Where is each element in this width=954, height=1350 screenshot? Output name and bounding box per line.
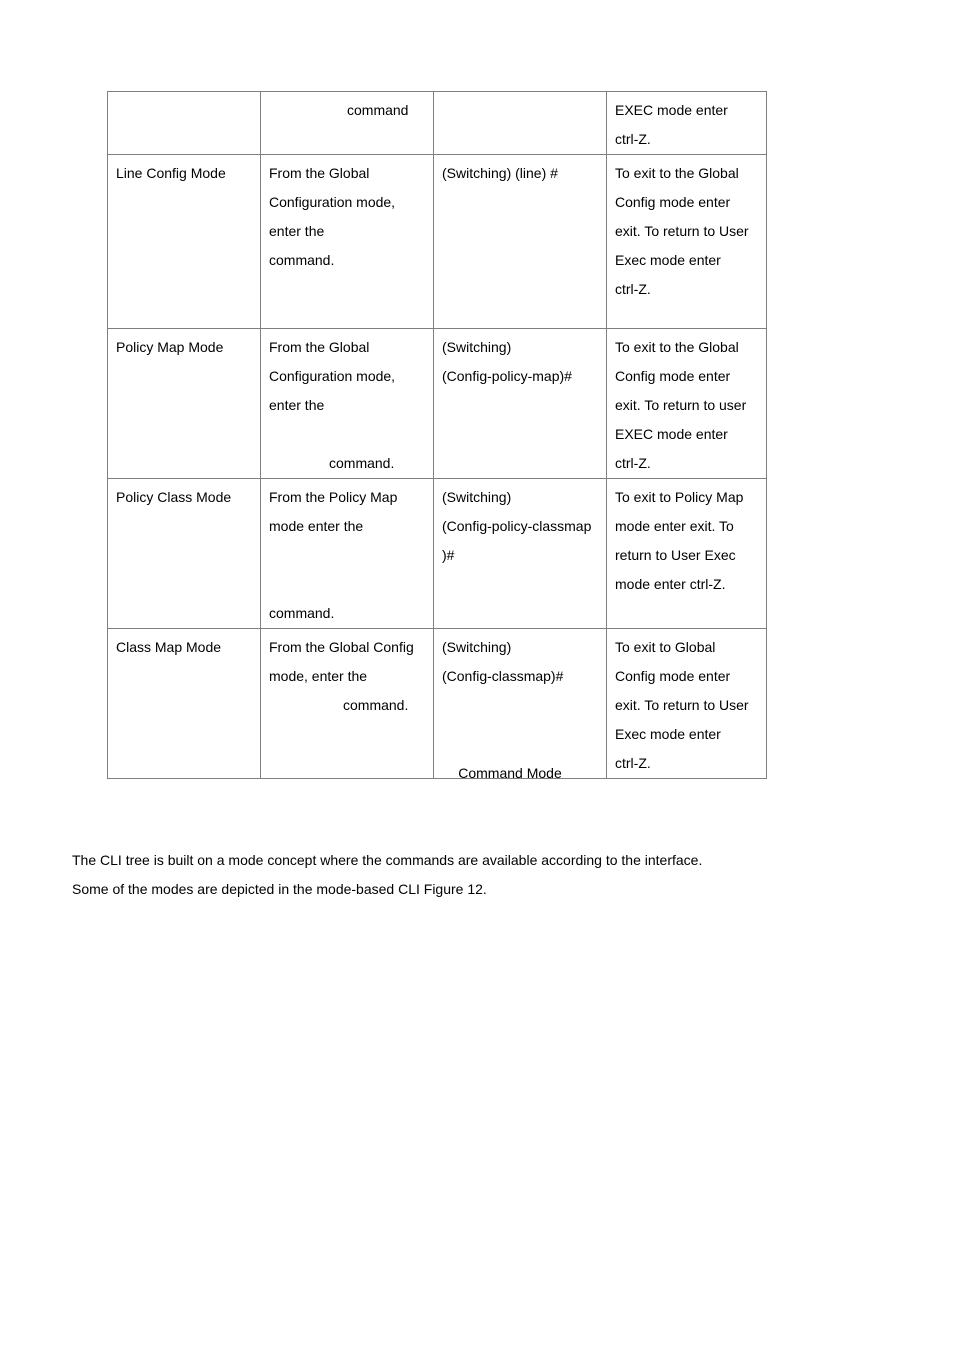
mode-cell	[108, 155, 261, 329]
prompt-cell	[434, 479, 607, 629]
cell-line: Line Config Mode	[116, 165, 226, 181]
cell-line: exit. To return to user	[615, 397, 747, 413]
mode-cell	[108, 329, 261, 479]
cell-line: Policy Class Mode	[116, 489, 232, 505]
prompt-cell	[434, 92, 607, 155]
cell-line: command.	[269, 252, 335, 268]
exit-cell	[607, 155, 767, 329]
cell-line: EXEC mode enter	[615, 102, 728, 118]
body-paragraph-line: The CLI tree is built on a mode concept where the commands are available according to the interface.	[72, 852, 703, 868]
cell-line: exit. To return to User	[615, 697, 749, 713]
command-mode-table	[107, 91, 767, 779]
cell-line: Configuration mode,	[269, 194, 396, 210]
cell-spacer	[269, 570, 425, 599]
access-cell	[261, 479, 434, 629]
cell-line: return to User Exec	[615, 547, 736, 563]
cell-spacer	[269, 541, 425, 570]
access-cell	[261, 92, 434, 155]
cell-line: (Switching)	[442, 339, 512, 355]
cell-line: mode enter the	[269, 518, 364, 534]
cell-line: mode enter ctrl-Z.	[615, 576, 726, 592]
cell-line: command.	[329, 455, 395, 471]
cell-line: To exit to the Global	[615, 165, 739, 181]
cell-line: Configuration mode,	[269, 368, 396, 384]
cell-line: (Config-classmap)#	[442, 668, 564, 684]
cell-line: (Switching) (line) #	[442, 165, 558, 181]
cell-line: exit. To return to User	[615, 223, 749, 239]
cell-line: command.	[269, 605, 335, 621]
exit-cell	[607, 329, 767, 479]
cell-line: ctrl-Z.	[615, 755, 651, 771]
cell-line: enter the	[269, 397, 325, 413]
mode-cell	[108, 629, 261, 779]
access-cell	[261, 155, 434, 329]
cell-line: From the Global Config	[269, 639, 414, 655]
prompt-cell	[434, 155, 607, 329]
table-row	[108, 92, 767, 155]
body-paragraph-line: Some of the modes are depicted in the mode-based CLI Figure 12.	[72, 881, 487, 897]
cell-line: ctrl-Z.	[615, 281, 651, 297]
cell-line: From the Policy Map	[269, 489, 398, 505]
cell-line: Exec mode enter	[615, 252, 721, 268]
cell-line: ctrl-Z.	[615, 131, 651, 147]
cell-line: mode enter exit. To	[615, 518, 734, 534]
cell-line: Policy Map Mode	[116, 339, 224, 355]
table-row	[108, 629, 767, 779]
cell-line: To exit to Policy Map	[615, 489, 744, 505]
cell-line: (Config-policy-map)#	[442, 368, 572, 384]
access-cell	[261, 629, 434, 779]
cell-line: To exit to the Global	[615, 339, 739, 355]
cell-line: From the Global	[269, 165, 370, 181]
mode-cell	[108, 92, 261, 155]
cell-spacer	[269, 420, 425, 449]
cell-line: Config mode enter	[615, 668, 731, 684]
exit-cell	[607, 479, 767, 629]
prompt-cell	[434, 329, 607, 479]
table-row	[108, 329, 767, 479]
table-caption: Command Mode	[458, 765, 562, 781]
cell-line: (Switching)	[442, 639, 512, 655]
cell-line: Class Map Mode	[116, 639, 222, 655]
cell-line: command	[347, 102, 409, 118]
cell-line: (Switching)	[442, 489, 512, 505]
cell-line: Config mode enter	[615, 194, 731, 210]
exit-cell	[607, 629, 767, 779]
cell-line: enter the	[269, 223, 325, 239]
cell-line: (Config-policy-classmap	[442, 518, 592, 534]
cell-line: ctrl-Z.	[615, 455, 651, 471]
cell-line: Config mode enter	[615, 368, 731, 384]
mode-cell	[108, 479, 261, 629]
cell-line: Exec mode enter	[615, 726, 721, 742]
cell-line: mode, enter the	[269, 668, 368, 684]
cell-line: EXEC mode enter	[615, 426, 728, 442]
cell-line: To exit to Global	[615, 639, 716, 655]
prompt-cell	[434, 629, 607, 779]
table-row	[108, 479, 767, 629]
exit-cell	[607, 92, 767, 155]
cell-line: command.	[343, 697, 409, 713]
access-cell	[261, 329, 434, 479]
table-row	[108, 155, 767, 329]
cell-line: )#	[442, 547, 455, 563]
cell-line: From the Global	[269, 339, 370, 355]
